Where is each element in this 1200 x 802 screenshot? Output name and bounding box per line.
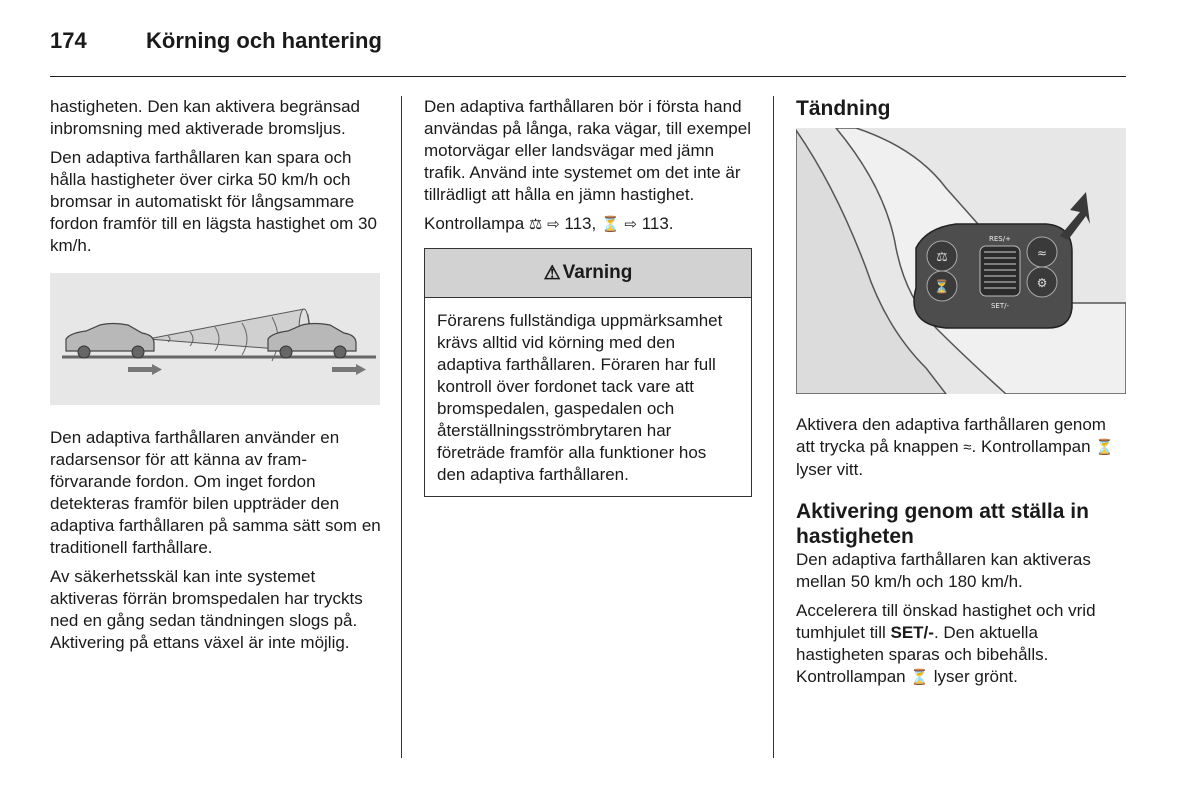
page-ref-arrow-icon: ⇨ bbox=[624, 216, 637, 233]
steering-wheel-illustration bbox=[796, 128, 1126, 394]
text-run: Accelerera till önskad hastighet och vrid tumhjulet till bbox=[796, 601, 1096, 642]
page-header bbox=[50, 28, 1126, 77]
paragraph: Den adaptiva farthållaren bör i första hand användas på långa, raka vägar, till exempel motorvägar eller landsvägar med jämn trafik. Använd inte systemet om det inte är tillrädligt att hålla en jämn hastighet. bbox=[424, 97, 751, 204]
acc-button-icon: ≈ bbox=[963, 439, 972, 456]
page-ref: 113. bbox=[641, 214, 674, 233]
section-heading: Aktivering genom att ställa in hastigheten bbox=[796, 500, 1089, 548]
page-number: 174 bbox=[50, 28, 87, 53]
svg-text:⏳: ⏳ bbox=[933, 280, 951, 295]
text-run: lyser grönt. bbox=[933, 667, 1018, 686]
set-label: SET/- bbox=[990, 302, 1010, 310]
text-run: lyser vitt. bbox=[796, 460, 864, 479]
speedometer-icon: ⏳ bbox=[1095, 439, 1115, 456]
warning-title: Varning bbox=[562, 262, 633, 283]
page-ref-arrow-icon: ⇨ bbox=[547, 216, 560, 233]
car-front-icon: ⚖ bbox=[528, 216, 543, 233]
column-divider bbox=[773, 96, 774, 758]
svg-text:⚙: ⚙ bbox=[1036, 276, 1048, 290]
warning-text: Förarens fullständiga uppmärksamhet krävs alltid vid körning med den adaptiva farthållaren. Föraren har full kontroll över fordonet tack vare att bromspedalen, gaspedalen och återställningsströmbrytaren har företräde framför alla funktioner hos den adaptiva farthållaren. bbox=[437, 311, 723, 484]
set-label-inline: SET/- bbox=[890, 623, 934, 642]
column-divider bbox=[401, 96, 402, 758]
paragraph: Den adaptiva farthållaren kan aktiveras mellan 50 km/h och 180 km/h. bbox=[796, 550, 1091, 591]
warning-header bbox=[425, 249, 751, 298]
radar-diagram bbox=[50, 273, 380, 405]
control-lamp-line bbox=[424, 213, 754, 236]
column-left bbox=[50, 96, 382, 661]
paragraph bbox=[796, 600, 1126, 689]
text-run: Aktivera den adaptiva farthållaren genom att trycka på knappen bbox=[796, 415, 1106, 456]
svg-text:≈: ≈ bbox=[1036, 246, 1048, 260]
page-ref: 113, bbox=[564, 214, 597, 233]
section-heading: Tändning bbox=[796, 97, 891, 120]
paragraph: Den adaptiva farthållaren använder en radarsensor för att känna av framförvarande fordon. Om inget fordon detekteras framför bilen uppträder den adaptiva farthållaren på samma sätt som en traditionell farthållare. bbox=[50, 428, 381, 557]
paragraph: Av säkerhetsskäl kan inte systemet aktiveras förrän bromspedalen har tryckts ned en gång sedan tändningen slogs på. Aktivering på ettans växel är inte möjlig. bbox=[50, 567, 363, 652]
warning-body bbox=[425, 298, 751, 496]
svg-text:⚖: ⚖ bbox=[936, 250, 948, 265]
text-run: . Den aktuella hastigheten sparas och bibehålls. Kontrollampan bbox=[796, 623, 1049, 686]
speedometer-icon: ⏳ bbox=[600, 216, 620, 233]
res-label: RES/+ bbox=[989, 235, 1011, 243]
paragraph bbox=[796, 414, 1126, 481]
speedometer-icon: ⏳ bbox=[910, 669, 930, 686]
chapter-title: Körning och hantering bbox=[146, 28, 382, 53]
paragraph: hastigheten. Den kan aktivera begränsad inbromsning med aktiverade bromsljus. bbox=[50, 97, 360, 138]
control-lamp-label: Kontrollampa bbox=[424, 214, 525, 233]
paragraph: Den adaptiva farthållaren kan spara och hålla hastigheter över cirka 50 km/h och bromsar in automatiskt för långsammare fordon framför till en lägsta hastighet om 30 km/h. bbox=[50, 148, 377, 255]
text-run: . Kontrollampan bbox=[971, 437, 1091, 456]
column-middle bbox=[424, 96, 754, 497]
warning-triangle-icon: ⚠ bbox=[543, 262, 561, 284]
warning-box bbox=[424, 248, 752, 497]
column-right bbox=[796, 96, 1126, 696]
